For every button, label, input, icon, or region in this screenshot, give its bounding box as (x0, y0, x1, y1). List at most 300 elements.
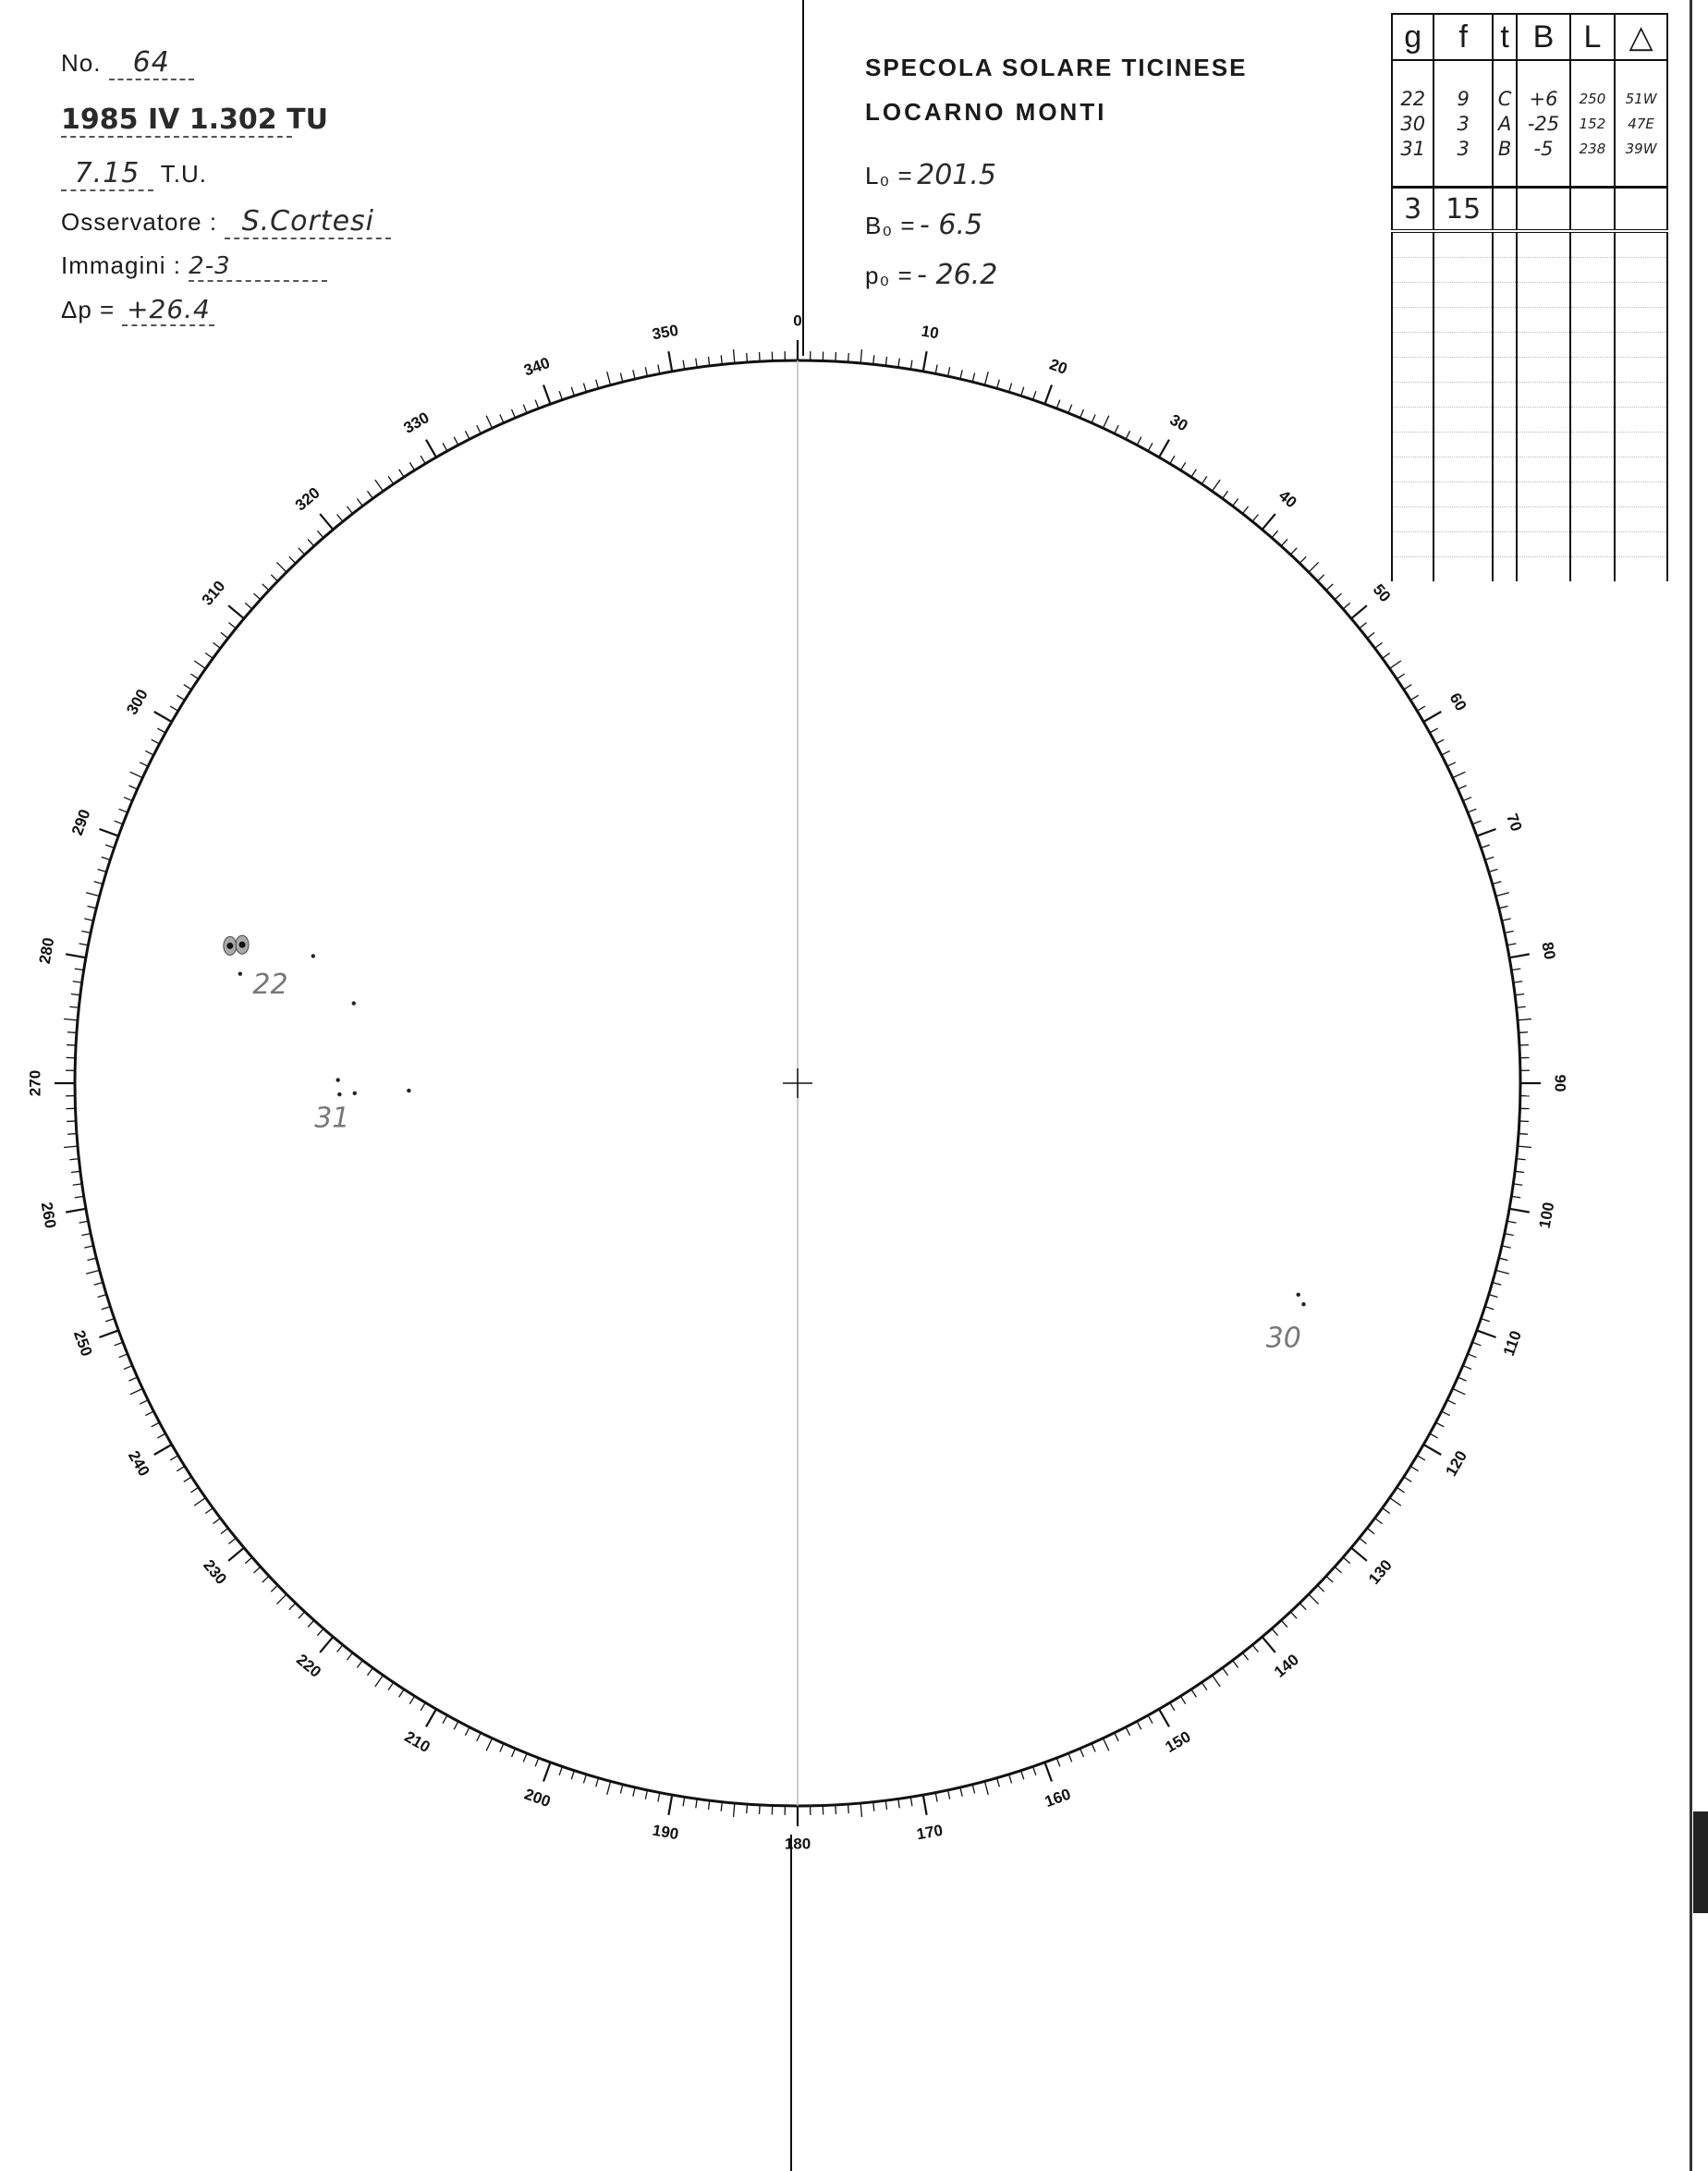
scale-tick (696, 359, 697, 368)
scale-label: 310 (198, 577, 229, 609)
scale-tick (923, 1795, 927, 1815)
scale-tick (1481, 1319, 1489, 1322)
scale-tick (1033, 391, 1036, 399)
scale-tick (271, 575, 277, 581)
scale-tick (67, 1134, 77, 1135)
scale-tick (130, 772, 143, 777)
scale-tick (1375, 642, 1383, 648)
table-cell: 250 (1570, 86, 1615, 111)
scale-tick (860, 1803, 861, 1817)
scale-tick (1485, 857, 1494, 860)
scale-tick (347, 1653, 352, 1660)
scale-tick (1223, 491, 1228, 498)
scale-tick (898, 1799, 899, 1808)
table-cell: 47E (1615, 111, 1667, 136)
scale-tick (105, 1319, 114, 1322)
scale-tick (1213, 480, 1221, 491)
scale-tick (1507, 944, 1517, 945)
scale-tick (81, 931, 91, 933)
table-cell: 39W (1615, 136, 1667, 161)
group-label: 22 (252, 968, 288, 1001)
observer-value: S.Cortesi (225, 205, 391, 239)
scale-tick (620, 1785, 622, 1794)
scale-tick (1477, 1330, 1496, 1337)
scale-tick (477, 425, 481, 433)
scale-label: 210 (401, 1727, 433, 1757)
scale-tick (860, 349, 861, 363)
scale-tick (658, 1793, 660, 1802)
scale-label: 160 (1042, 1785, 1074, 1811)
scale-label: 100 (1535, 1201, 1558, 1230)
scale-tick (910, 1797, 912, 1806)
scale-tick (1252, 515, 1258, 522)
scale-tick (194, 661, 205, 669)
scale-tick (1213, 1676, 1221, 1687)
scale-tick (1430, 728, 1438, 733)
scale-label: 10 (920, 322, 941, 343)
scale-tick (1360, 623, 1367, 628)
scale-tick (337, 1645, 343, 1653)
scale-tick (1137, 437, 1141, 445)
scale-label: 150 (1162, 1727, 1194, 1757)
scale-tick (607, 372, 611, 384)
table-cell: C (1493, 86, 1517, 111)
time-label: T.U. (160, 160, 207, 188)
scale-tick (1148, 1715, 1153, 1724)
scale-tick (115, 821, 123, 824)
scale-tick (1180, 1696, 1185, 1703)
scale-tick (1335, 1567, 1341, 1573)
b0-value: - 6.5 (920, 209, 983, 241)
scale-tick (1517, 1006, 1526, 1007)
scale-tick (79, 944, 89, 945)
sunspot-dot (311, 954, 315, 957)
scale-tick (205, 653, 213, 658)
scale-tick (320, 1637, 333, 1653)
scale-tick (157, 1433, 165, 1438)
scale-tick (1375, 1518, 1383, 1524)
scale-tick (98, 869, 107, 872)
scale-tick (972, 373, 974, 383)
scale-tick (1326, 1576, 1333, 1582)
scale-tick (668, 1795, 672, 1815)
scale-tick (81, 1234, 91, 1236)
scale-tick (1242, 506, 1248, 514)
scale-label: 240 (124, 1447, 153, 1480)
scale-tick (477, 1733, 481, 1741)
scale-tick (683, 360, 685, 370)
scale-tick (98, 1295, 107, 1298)
scale-tick (997, 1778, 1000, 1787)
scale-label: 90 (1551, 1074, 1569, 1092)
scale-tick (1263, 1637, 1275, 1653)
scale-label: 70 (1503, 811, 1526, 834)
scale-tick (388, 476, 394, 483)
scale-label: 40 (1275, 486, 1300, 512)
scale-tick (1430, 1433, 1438, 1438)
scale-tick (1080, 1749, 1084, 1757)
scale-tick (1515, 1171, 1524, 1172)
scale-tick (1489, 869, 1498, 872)
sunspot-dot (1301, 1302, 1305, 1306)
scale-tick (299, 548, 305, 555)
scale-tick (1115, 1733, 1118, 1741)
scale-tick (140, 762, 148, 766)
scale-tick (128, 786, 137, 789)
images-label: Immagini : (61, 251, 181, 279)
scale-tick (960, 1787, 962, 1797)
scale-tick (320, 514, 333, 530)
scale-tick (1513, 1184, 1522, 1185)
scale-tick (1410, 1466, 1418, 1470)
scale-tick (152, 739, 160, 744)
scale-tick (454, 437, 458, 445)
scale-tick (367, 1668, 372, 1676)
scale-tick (119, 1354, 128, 1358)
scale-tick (1367, 1528, 1374, 1533)
scale-tick (1252, 1645, 1258, 1653)
scale-tick (607, 1781, 611, 1794)
scale-tick (228, 605, 244, 618)
scale-tick (1033, 1766, 1036, 1775)
col-f: f (1434, 14, 1493, 60)
scale-tick (64, 1019, 78, 1020)
scale-tick (184, 685, 191, 689)
scale-tick (997, 380, 1000, 389)
scale-tick (1335, 593, 1341, 600)
scale-tick (357, 1661, 362, 1668)
scale-tick (1518, 1019, 1531, 1020)
scale-tick (229, 623, 237, 628)
sunspot-dot (353, 1092, 357, 1095)
scale-label: 270 (26, 1069, 44, 1097)
scale-tick (885, 357, 886, 366)
sunspot-dot (352, 1001, 356, 1005)
scale-tick (1511, 969, 1520, 970)
scale-tick (1272, 531, 1278, 538)
scale-tick (115, 1342, 123, 1346)
scale-tick (1481, 845, 1489, 848)
scale-tick (1495, 1270, 1508, 1274)
scale-tick (1485, 1307, 1494, 1310)
scale-tick (708, 357, 709, 366)
scale-tick (1472, 821, 1481, 824)
scale-tick (1397, 674, 1404, 679)
scale-tick (1417, 706, 1425, 711)
scale-tick (88, 1258, 97, 1260)
scale-tick (426, 1709, 436, 1726)
scale-tick (1519, 1032, 1528, 1033)
scale-tick (543, 1762, 551, 1782)
table-cell: -5 (1517, 136, 1569, 161)
scale-tick (154, 1445, 172, 1455)
scale-tick (170, 706, 178, 711)
scale-tick (66, 1209, 86, 1213)
scale-tick (1009, 384, 1012, 393)
scale-tick (190, 674, 198, 679)
scale-tick (124, 1366, 132, 1370)
scale-tick (1360, 1538, 1367, 1543)
institution-line2: LOCARNO MONTI (865, 98, 1107, 126)
scale-tick (1044, 1762, 1052, 1782)
dp-value: +26.4 (122, 294, 214, 326)
scale-label: 110 (1499, 1328, 1525, 1359)
scale-tick (486, 416, 492, 429)
scale-tick (1126, 431, 1130, 439)
scale-tick (64, 1146, 78, 1147)
scale-tick (1390, 1498, 1401, 1506)
scale-label: 330 (400, 409, 433, 437)
scale-tick (67, 1045, 76, 1046)
scale-tick (421, 1702, 425, 1711)
col-b: B (1517, 14, 1569, 60)
scale-label: 170 (915, 1821, 945, 1844)
scale-tick (1318, 1585, 1324, 1592)
scale-tick (1509, 1209, 1530, 1213)
scale-tick (75, 1196, 84, 1198)
scale-tick (1383, 653, 1390, 658)
sunspot-dot (238, 971, 242, 975)
scale-label: 0 (793, 311, 802, 330)
scale-tick (194, 1498, 205, 1506)
table-cell: 9 (1434, 86, 1493, 111)
scale-tick (308, 539, 314, 545)
scale-tick (1390, 661, 1401, 669)
scale-tick (317, 1628, 323, 1636)
table-cell: 30 (1392, 111, 1434, 136)
table-cell: 31 (1392, 136, 1434, 161)
table-cell: 238 (1570, 136, 1615, 161)
scale-tick (658, 365, 660, 374)
scale-tick (145, 1411, 153, 1416)
scale-tick (157, 728, 165, 733)
scale-tick (84, 1246, 93, 1248)
scale-tick (1495, 893, 1508, 896)
scale-tick (1442, 750, 1450, 755)
scale-tick (910, 360, 912, 370)
scale-label: 200 (521, 1785, 554, 1811)
scale-tick (696, 1799, 697, 1808)
scale-tick (1468, 809, 1476, 812)
scale-tick (375, 1676, 384, 1687)
scale-tick (1103, 416, 1108, 429)
scale-tick (734, 1803, 735, 1817)
images-value: 2-3 (189, 252, 327, 282)
scale-tick (535, 1758, 539, 1766)
scale-tick (1489, 1295, 1498, 1298)
scale-tick (253, 1567, 260, 1573)
scale-tick (972, 1785, 974, 1794)
scale-label: 300 (123, 686, 152, 718)
dp-label: Δp = (61, 296, 116, 323)
scale-tick (1056, 400, 1060, 409)
scale-tick (124, 798, 132, 801)
scale-tick (1170, 456, 1175, 464)
scale-tick (228, 1548, 244, 1561)
scale-tick (1453, 1388, 1466, 1394)
scale-tick (1056, 1758, 1060, 1766)
scale-tick (633, 370, 635, 379)
scale-tick (1092, 1743, 1095, 1751)
scale-tick (873, 355, 874, 364)
scale-tick (1272, 1628, 1278, 1636)
scale-tick (94, 1283, 104, 1286)
scale-tick (760, 352, 761, 361)
no-value: 64 (109, 46, 194, 80)
scale-tick (71, 1171, 80, 1172)
scale-tick (262, 584, 269, 591)
scale-tick (184, 1477, 191, 1482)
scale-tick (1518, 1146, 1531, 1147)
scale-tick (1505, 931, 1514, 933)
scale-label: 340 (521, 353, 553, 380)
scale-tick (140, 1400, 148, 1404)
scale-tick (1423, 712, 1441, 722)
scale-tick (367, 491, 372, 498)
scale-tick (1115, 425, 1118, 433)
scale-tick (935, 365, 937, 374)
sunspot-dot (337, 1092, 341, 1096)
scale-label: 290 (67, 807, 94, 838)
scale-tick (500, 1743, 504, 1751)
scale-tick (317, 531, 323, 538)
scale-tick (276, 1594, 287, 1604)
scale-tick (399, 470, 404, 477)
scale-tick (145, 750, 153, 755)
scale-tick (170, 1456, 178, 1460)
scale-tick (500, 414, 504, 422)
no-label: No. (61, 49, 102, 77)
scale-tick (1472, 1342, 1481, 1346)
scale-tick (289, 556, 296, 563)
scale-tick (512, 1749, 516, 1757)
col-l: L (1570, 14, 1615, 60)
scale-label: 190 (651, 1821, 680, 1844)
scale-tick (1309, 562, 1319, 572)
scale-tick (848, 353, 849, 362)
p0-value: - 26.2 (917, 259, 998, 291)
scale-tick (221, 632, 228, 638)
scale-tick (1103, 1738, 1108, 1751)
scale-tick (1463, 798, 1471, 801)
scale-label: 60 (1446, 689, 1470, 714)
scale-tick (1410, 695, 1418, 700)
scale-tick (245, 603, 252, 609)
scale-tick (960, 370, 962, 379)
scale-tick (1519, 1121, 1529, 1122)
scale-tick (1502, 1246, 1511, 1248)
scale-label: 280 (35, 936, 58, 966)
group-label: 31 (314, 1102, 350, 1135)
scale-tick (1458, 786, 1466, 789)
scale-tick (102, 1307, 111, 1310)
scale-tick (1493, 1283, 1502, 1286)
sunspot-umbra (239, 942, 246, 948)
scale-tick (409, 462, 414, 470)
table-cell: +6 (1517, 86, 1569, 111)
total-groups: 3 (1392, 188, 1434, 232)
scale-tick (1137, 1721, 1141, 1729)
table-cell: 3 (1434, 111, 1493, 136)
scale-tick (94, 882, 104, 884)
scale-tick (1502, 919, 1511, 921)
time-value: 7.15 (61, 157, 153, 191)
table-cell: 152 (1570, 111, 1615, 136)
scale-tick (873, 1802, 874, 1811)
scale-tick (1044, 384, 1052, 404)
scale-tick (289, 1604, 296, 1610)
group-label: 30 (1265, 1322, 1301, 1355)
scale-tick (1021, 1771, 1024, 1780)
scale-tick (1009, 1775, 1012, 1784)
scale-tick (75, 969, 84, 970)
scale-tick (1343, 1557, 1350, 1564)
scale-tick (1404, 1477, 1411, 1482)
scale-tick (1435, 739, 1444, 744)
institution-line1: SPECOLA SOLARE TICINESE (865, 54, 1248, 81)
scale-tick (984, 1781, 988, 1794)
scale-tick (88, 906, 97, 908)
scale-tick (721, 1802, 722, 1811)
scale-tick (898, 359, 899, 368)
scale-tick (1453, 772, 1466, 777)
scale-tick (1223, 1668, 1228, 1676)
scale-tick (1148, 443, 1153, 451)
scale-tick (1191, 1689, 1196, 1697)
scale-tick (66, 954, 86, 957)
l0-label: L₀ = (865, 162, 913, 189)
scale-tick (1191, 470, 1196, 477)
scale-label: 80 (1538, 940, 1559, 961)
scale-tick (1499, 1258, 1508, 1260)
scale-tick (571, 387, 574, 396)
scale-tick (1242, 1653, 1248, 1660)
scale-tick (1263, 514, 1275, 530)
scale-tick (1468, 1354, 1476, 1358)
scale-tick (1290, 1612, 1297, 1618)
scale-tick (559, 1766, 562, 1775)
scale-tick (337, 515, 343, 522)
scale-tick (245, 1557, 252, 1564)
scale-tick (443, 443, 447, 451)
scale-tick (1126, 1727, 1130, 1736)
scale-label: 230 (200, 1556, 230, 1588)
scale-tick (1299, 556, 1306, 563)
scale-tick (633, 1787, 635, 1797)
scale-tick (1318, 575, 1324, 581)
scale-tick (620, 373, 622, 383)
scale-tick (1092, 414, 1095, 422)
scale-tick (308, 1620, 314, 1627)
scale-tick (683, 1797, 685, 1806)
scale-tick (69, 1159, 79, 1160)
scale-tick (67, 1032, 77, 1033)
scale-tick (734, 349, 735, 363)
sunspot-dot (336, 1078, 339, 1081)
scale-tick (357, 498, 362, 506)
scale-tick (1499, 906, 1508, 908)
scale-tick (1159, 1709, 1169, 1726)
scale-label: 20 (1047, 355, 1070, 378)
scale-tick (1477, 829, 1496, 836)
scale-label: 120 (1442, 1447, 1471, 1480)
scale-tick (86, 1270, 99, 1274)
scale-tick (1202, 1682, 1207, 1689)
scale-tick (1202, 476, 1207, 483)
scale-tick (1447, 1400, 1456, 1404)
scale-tick (1309, 1594, 1319, 1604)
scale-tick (1233, 1661, 1238, 1668)
